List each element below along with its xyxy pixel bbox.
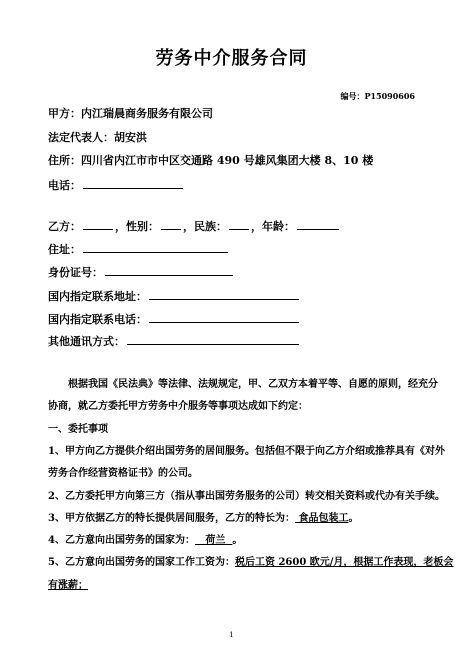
item-2: 2、乙方委托甲方向第三方（指从事出国劳务服务的公司）转交相关资料或代办有关手续。 bbox=[48, 491, 445, 502]
intro-line-1: 根据我国《民法典》等法律、法规规定，甲、乙双方本着平等、自愿的原则，经充分 bbox=[68, 379, 438, 390]
party-b-address-row bbox=[48, 241, 230, 257]
party-b-id-label: 身份证号： bbox=[48, 266, 103, 279]
party-b-gender-label: ，性别： bbox=[115, 220, 159, 233]
section-heading-entrustment: 一、委托事项 bbox=[48, 424, 108, 435]
party-b-domestic-address-row bbox=[48, 288, 301, 304]
party-b-domestic-phone-field[interactable] bbox=[149, 311, 299, 323]
party-b-domestic-address-field[interactable] bbox=[149, 288, 299, 300]
party-b-age-field[interactable] bbox=[297, 218, 339, 230]
document-title: 劳务中介服务合同 bbox=[155, 48, 308, 69]
party-b-name-field[interactable] bbox=[83, 218, 113, 230]
item-5-line-2 bbox=[48, 579, 88, 593]
party-b-domestic-address-label: 国内指定联系地址： bbox=[48, 290, 147, 303]
item-5-prefix: 5、乙方意向出国劳务的国家工作工资为： bbox=[48, 557, 235, 568]
party-b-other-contact-row bbox=[48, 333, 301, 349]
item-5-salary-value: 税后工资 2600 欧元/月，根据工作表现，老板会 bbox=[234, 557, 454, 568]
party-b-address-field[interactable] bbox=[83, 241, 228, 253]
party-a-phone-label: 电话： bbox=[48, 179, 81, 192]
party-b-domestic-phone-label: 国内指定联系电话： bbox=[48, 313, 147, 326]
party-b-id-field[interactable] bbox=[105, 264, 233, 276]
item-5-salary-value-cont: 有涨薪； bbox=[48, 580, 88, 591]
item-1-line-1: 1、甲方向乙方提供介绍出国劳务的居间服务。包括但不限于向乙方介绍或推荐具有《对外 bbox=[48, 446, 445, 457]
party-a-representative: 法定代表人：胡安洪 bbox=[48, 131, 147, 144]
item-3-prefix: 3、甲方依据乙方的特长提供居间服务，乙方的特长为： bbox=[48, 513, 295, 524]
party-a-name: 甲方：内江瑞晨商务服务有限公司 bbox=[48, 107, 213, 120]
party-b-info-row bbox=[48, 218, 341, 234]
item-4-prefix: 4、乙方意向出国劳务的国家为： bbox=[48, 535, 195, 546]
page-number: 1 bbox=[229, 631, 234, 639]
party-a-phone-row bbox=[48, 177, 185, 193]
item-3-suffix: 。 bbox=[348, 513, 359, 524]
party-a-address: 住所：四川省内江市市中区交通路 490 号雄风集团大楼 8、10 楼 bbox=[48, 154, 374, 167]
party-b-other-contact-label: 其他通讯方式： bbox=[48, 335, 125, 348]
item-3-specialty-value: 食品包装工 bbox=[298, 513, 349, 524]
intro-line-2: 协商，就乙方委托甲方劳务中介服务等事项达成如下约定： bbox=[48, 401, 308, 412]
item-4 bbox=[48, 534, 242, 548]
party-b-label: 乙方： bbox=[48, 220, 81, 233]
party-b-domestic-phone-row bbox=[48, 311, 301, 327]
party-b-other-contact-field[interactable] bbox=[127, 333, 299, 345]
party-b-age-label: ，年龄： bbox=[251, 220, 295, 233]
party-b-address-label: 住址： bbox=[48, 243, 81, 256]
item-3 bbox=[48, 512, 358, 526]
item-1-line-2: 劳务合作经营资格证书》的公司。 bbox=[48, 468, 198, 479]
contract-number: 编号：P15090606 bbox=[340, 91, 415, 101]
party-b-gender-field[interactable] bbox=[161, 218, 181, 230]
item-5-line-1 bbox=[48, 556, 453, 570]
party-b-ethnicity-field[interactable] bbox=[229, 218, 249, 230]
item-4-country-value: 荷兰 bbox=[205, 535, 226, 546]
item-4-suffix: 。 bbox=[232, 535, 243, 546]
party-a-phone-field[interactable] bbox=[83, 177, 183, 189]
party-b-ethnicity-label: ，民族： bbox=[183, 220, 227, 233]
party-b-id-row bbox=[48, 264, 235, 280]
